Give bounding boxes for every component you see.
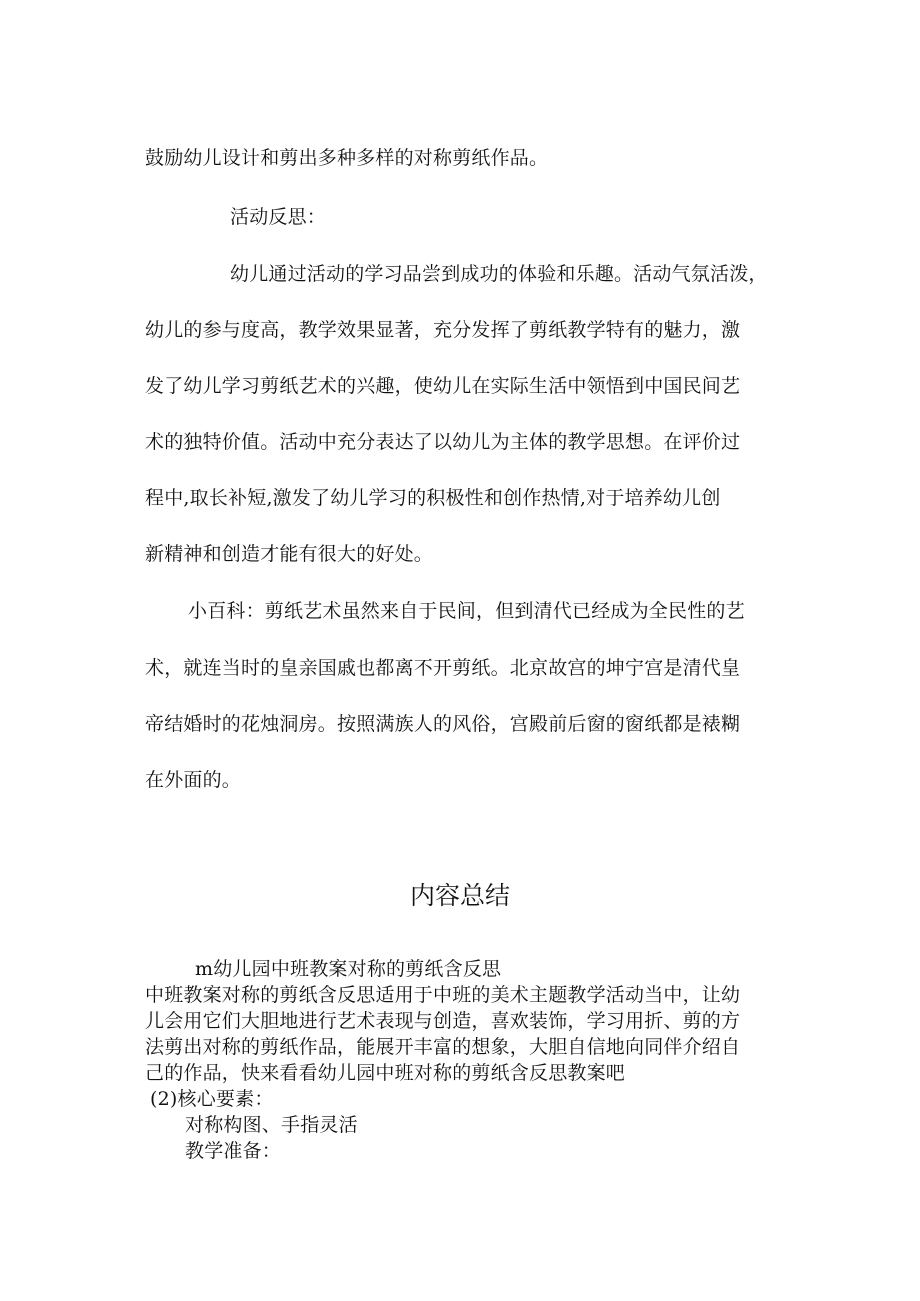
body-line: 发了幼儿学习剪纸艺术的兴趣，使幼儿在实际生活中领悟到中国民间艺 (145, 375, 741, 397)
core-elements-label: (2)核心要素： (150, 1088, 274, 1110)
core-elements-value: 对称构图、手指灵活 (185, 1114, 358, 1136)
body-line: 幼儿通过活动的学习品尝到成功的体验和乐趣。活动气氛活泼， (230, 263, 768, 285)
body-line: 程中,取长补短,激发了幼儿学习的积极性和创作热情,对于培养幼儿创 (145, 487, 721, 509)
summary-subtitle: m幼儿园中班教案对称的剪纸含反思 (195, 958, 502, 980)
summary-line: 儿会用它们大胆地进行艺术表现与创造，喜欢装饰，学习用折、剪的方 (145, 1010, 741, 1032)
teaching-prep-label: 教学准备： (185, 1140, 282, 1162)
summary-line: 法剪出对称的剪纸作品，能展开丰富的想象，大胆自信地向同伴介绍自 (145, 1036, 741, 1058)
summary-line: 己的作品，快来看看幼儿园中班对称的剪纸含反思教案吧 (145, 1062, 626, 1084)
body-line: 幼儿的参与度高，教学效果显著，充分发挥了剪纸教学特有的魅力，激 (145, 319, 741, 341)
summary-title: 内容总结 (409, 881, 510, 910)
summary-line: 中班教案对称的剪纸含反思适用于中班的美术主题教学活动当中，让幼 (145, 984, 741, 1006)
encyclopedia-line: 帝结婚时的花烛洞房。按照满族人的风俗，宫殿前后窗的窗纸都是裱糊 (145, 713, 741, 735)
encyclopedia-line: 术，就连当时的皇亲国戚也都离不开剪纸。北京故宫的坤宁宫是清代皇 (145, 657, 741, 679)
body-line: 新精神和创造才能有很大的好处。 (145, 543, 434, 565)
encyclopedia-line: 在外面的。 (145, 769, 242, 791)
body-line: 鼓励幼儿设计和剪出多种多样的对称剪纸作品。 (145, 147, 549, 169)
encyclopedia-line: 小百科：剪纸艺术虽然来自于民间，但到清代已经成为全民性的艺 (188, 600, 745, 622)
section-heading-reflection: 活动反思： (230, 206, 327, 228)
body-line: 术的独特价值。活动中充分表达了以幼儿为主体的教学思想。在评价过 (145, 431, 741, 453)
